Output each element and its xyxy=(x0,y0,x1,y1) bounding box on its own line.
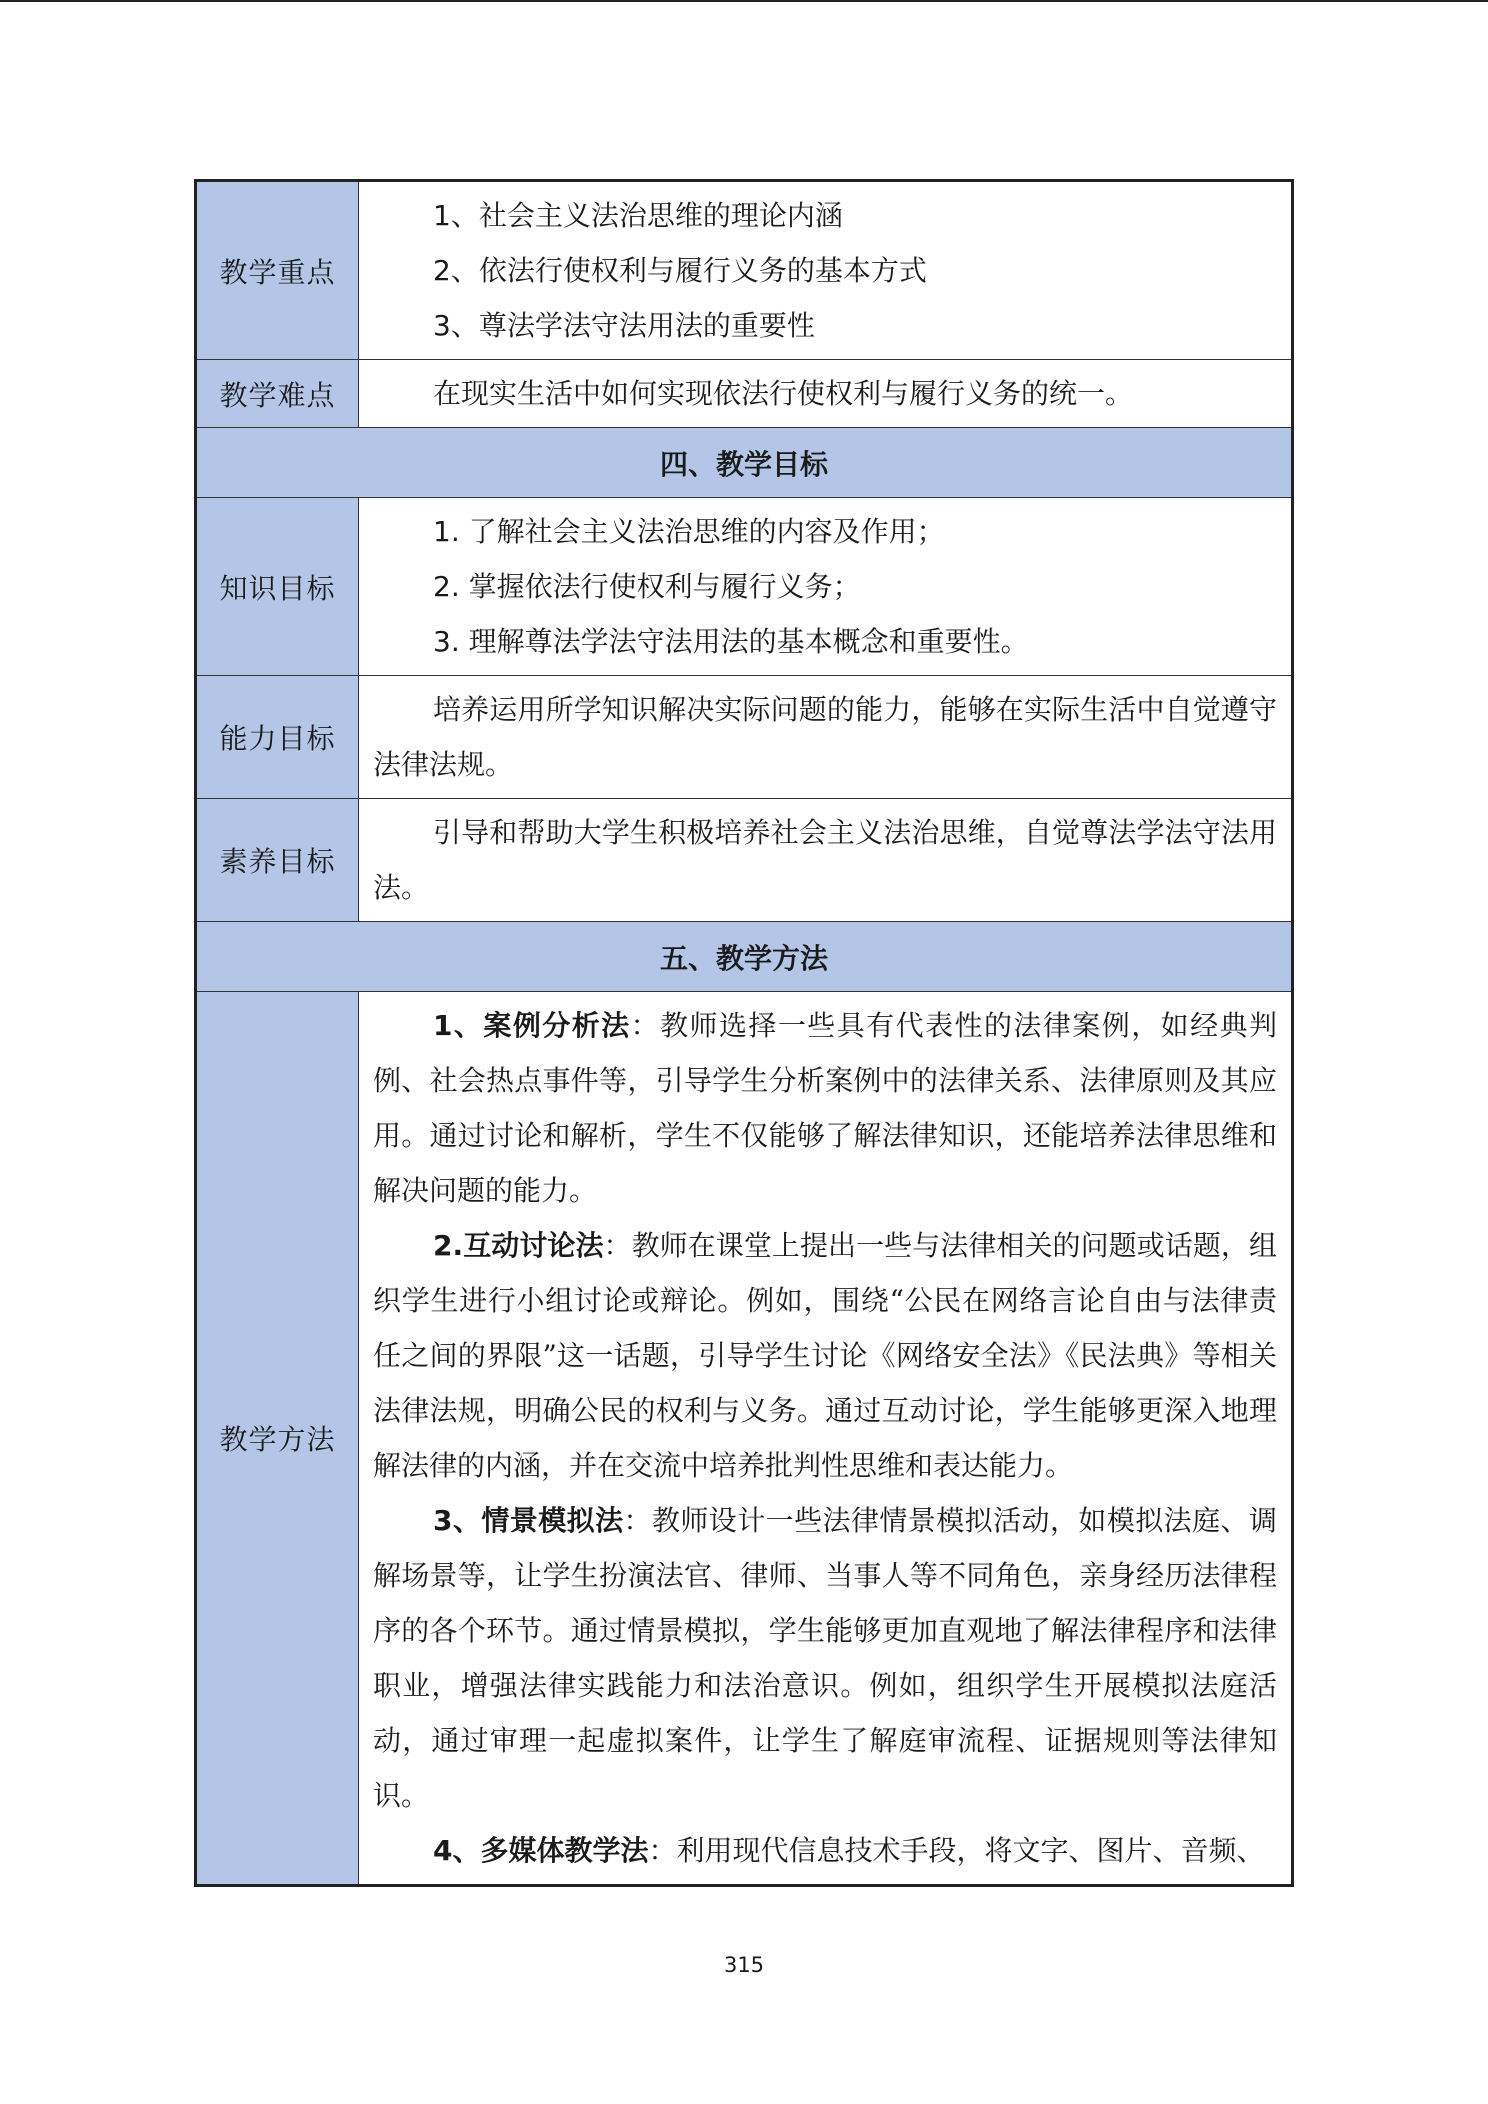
knowledge-item: 2. 掌握依法行使权利与履行义务； xyxy=(433,570,861,603)
ability-content xyxy=(359,676,1293,799)
section-5-row xyxy=(196,922,1293,992)
methods-content xyxy=(359,992,1293,1886)
focus-item: 3、尊法学法守法用法的重要性 xyxy=(433,309,815,342)
lesson-plan-table xyxy=(194,179,1294,1887)
knowledge-item: 3. 理解尊法学法守法用法的基本概念和重要性。 xyxy=(433,625,1029,658)
literacy-text: 引导和帮助大学生积极培养社会主义法治思维，自觉尊法学法守法用法。 xyxy=(373,816,1277,904)
focus-content xyxy=(359,181,1293,360)
method-paragraph: 2.互动讨论法：教师在课堂上提出一些与法律相关的问题或话题，组织学生进行小组讨论或辩论。例如，围绕“公民在网络言论自由与法律责任之间的界限”这一话题，引导学生讨论《网络安全法》《民法典》等相关法律法规，明确公民的权利与义务。通过互动讨论，学生能够更深入地理解法律的内涵，并在交流中培养批判性思维和表达能力。 xyxy=(373,1229,1277,1482)
section-4-row xyxy=(196,428,1293,498)
knowledge-item: 1. 了解社会主义法治思维的内容及作用； xyxy=(433,515,945,548)
knowledge-row xyxy=(196,498,1293,676)
difficulty-label: 教学难点 xyxy=(196,360,359,428)
ability-label: 能力目标 xyxy=(196,676,359,799)
method-paragraph: 4、多媒体教学法：利用现代信息技术手段，将文字、图片、音频、 xyxy=(433,1834,1265,1867)
focus-item: 2、依法行使权利与履行义务的基本方式 xyxy=(433,254,927,287)
literacy-row xyxy=(196,799,1293,922)
difficulty-content xyxy=(359,360,1293,428)
method-paragraph: 3、情景模拟法：教师设计一些法律情景模拟活动，如模拟法庭、调解场景等，让学生扮演法官、律师、当事人等不同角色，亲身经历法律程序的各个环节。通过情景模拟，学生能够更加直观地了解法律程序和法律职业，增强法律实践能力和法治意识。例如，组织学生开展模拟法庭活动，通过审理一起虚拟案件，让学生了解庭审流程、证据规则等法律知识。 xyxy=(373,1504,1277,1812)
focus-label: 教学重点 xyxy=(196,181,359,360)
difficulty-row xyxy=(196,360,1293,428)
method-paragraph: 1、案例分析法：教师选择一些具有代表性的法律案例，如经典判例、社会热点事件等，引导学生分析案例中的法律关系、法律原则及其应用。通过讨论和解析，学生不仅能够了解法律知识，还能培养法律思维和解决问题的能力。 xyxy=(373,1009,1277,1207)
page-number: 315 xyxy=(723,1953,765,1977)
ability-row xyxy=(196,676,1293,799)
literacy-content xyxy=(359,799,1293,922)
literacy-label: 素养目标 xyxy=(196,799,359,922)
focus-row xyxy=(196,181,1293,360)
methods-row xyxy=(196,992,1293,1886)
knowledge-content xyxy=(359,498,1293,676)
page-top-rule xyxy=(0,0,1488,2)
methods-label: 教学方法 xyxy=(196,992,359,1886)
focus-item: 1、社会主义法治思维的理论内涵 xyxy=(433,199,843,232)
section-4-heading: 四、教学目标 xyxy=(196,428,1293,498)
difficulty-text: 在现实生活中如何实现依法行使权利与履行义务的统一。 xyxy=(433,377,1134,410)
section-5-heading: 五、教学方法 xyxy=(196,922,1293,992)
ability-text: 培养运用所学知识解决实际问题的能力，能够在实际生活中自觉遵守法律法规。 xyxy=(373,693,1277,781)
knowledge-label: 知识目标 xyxy=(196,498,359,676)
